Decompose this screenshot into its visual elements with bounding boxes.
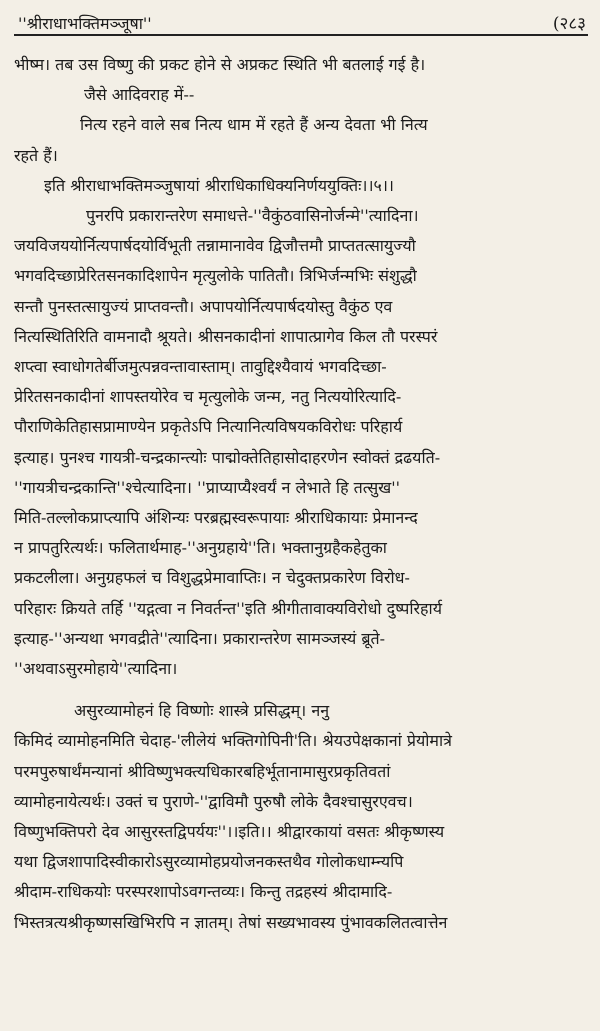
text-line: प्रेरितसनकादीनां शापस्तयोरेव च मृत्युलोके जन्म, नतु नित्ययोरित्यादि- (14, 387, 402, 407)
text-line: नित्यस्थितिरिति वामनादौ श्रूयते। श्रीसनकादीनां शापात्प्रागेव किल तौ परस्परं (14, 326, 438, 346)
page-number: (२८३ (552, 14, 586, 34)
text-line: ''गायत्रीचन्द्रकान्ति''श्चेत्यादिना। ''प्राप्याप्यैश्वर्यं न लेभाते हि तत्सुख'' (14, 477, 401, 497)
text-line: शप्त्वा स्वाधोगतेर्बीजमुत्पन्नवन्तावास्ताम्। तावुद्दिश्यैवायं भगवदिच्छा- (14, 357, 387, 377)
text-line: इत्याह। पुनश्च गायत्री-चन्द्रकान्त्योः पाद्मोक्तेतिहासोदाहरणेन स्वोक्तं द्रढयति- (14, 447, 441, 467)
text-line: सन्तौ पुनस्तत्सायुज्यं प्राप्तवन्तौ। अपापयोर्नित्यपार्षदयोस्तु वैकुंठ एव (14, 296, 393, 316)
page-body (14, 36, 588, 938)
text-line: मिति-तल्लोकप्राप्त्यापि अंशिन्यः परब्रह्मस्वरूपायाः श्रीराधिकायाः प्रेमानन्द (14, 508, 418, 528)
text-line: न प्रापतुरित्यर्थः। फलितार्थमाह-''अनुग्रहाये''ति। भक्तानुग्रहैकहेतुका (14, 538, 387, 558)
text-line: भीष्म। तब उस विष्णु की प्रकट होने से अप्रकट स्थिति भी बतलाई गई है। (14, 55, 426, 74)
text-line: पौराणिकेतिहासप्रामाण्येन प्रकृतेऽपि नित्यानित्यविषयकविरोधः परिहार्य (14, 417, 403, 437)
text-line: इत्याह-''अन्यथा भगवद्रीते''त्यादिना। प्रकारान्तरेण सामञ्जस्यं ब्रूते- (14, 628, 386, 648)
text-line: जैसे आदिवराह में-- (84, 85, 195, 105)
text-line: परिहारः क्रियते तर्हि ''यद्गत्वा न निवर्तन्त''इति श्रीगीतावाक्यविरोधो दुष्परिहार्य (14, 598, 442, 618)
text-line: इति श्रीराधाभक्तिमञ्जुषायां श्रीराधिकाधिक्यनिर्णययुक्तिः।।५।। (44, 175, 394, 195)
text-line: विष्णुभक्तिपरो देव आसुरस्तद्विपर्ययः''।।इति।। श्रीद्वारकायां वसतः श्रीकृष्णस्य (14, 822, 445, 842)
text-line: परमपुरुषार्थंमन्यानां श्रीविष्णुभक्त्यधिकारबहिर्भूतानामासुरप्रकृतिवतां (14, 761, 391, 781)
text-line: पुनरपि प्रकारान्तरेण समाधत्ते-''वैकुंठवासिनोर्जन्मे''त्यादिना। (86, 206, 419, 226)
running-header (14, 0, 588, 36)
text-line: यथा द्विजशापादिस्वीकारोऽसुरव्यामोहप्रयोजनकस्तथैव गोलोकधाम्न्यपि (14, 852, 404, 872)
text-line: श्रीदाम-राधिकयोः परस्परशापोऽवगन्तव्यः। किन्तु तद्रहस्यं श्रीदामादि- (14, 882, 393, 902)
text-line: असुरव्यामोहनं हि विष्णोः शास्त्रे प्रसिद्धम्। ननु (74, 701, 330, 721)
text-line: भिस्तत्रत्यश्रीकृष्णसखिभिरपि न ज्ञातम्। तेषां सख्यभावस्य पुंभावकलितत्वात्तेन (14, 912, 448, 932)
text-line: जयविजययोर्नित्यपार्षदयोर्विभूती तन्नामानावेव द्विजौत्तमौ प्राप्ततत्सायुज्यौ (14, 236, 416, 256)
paragraph-gap (14, 684, 588, 696)
text-line: ''अथवाऽसुरमोहाये''त्यादिना। (14, 659, 178, 679)
text-line: भगवदिच्छाप्रेरितसनकादिशापेन मृत्युलोके पातितौ। त्रिभिर्जन्मभिः संशुद्धौ (14, 266, 417, 286)
text-line: रहते हैं। (14, 145, 58, 165)
text-line: प्रकटलीला। अनुग्रहफलं च विशुद्धप्रेमावाप्तिः। न चेदुक्तप्रकारेण विरोध- (14, 568, 410, 588)
text-line: नित्य रहने वाले सब नित्य धाम में रहते हैं अन्य देवता भी नित्य (80, 115, 428, 135)
running-title: ''श्रीराधाभक्तिमञ्जूषा'' (18, 14, 152, 33)
text-line: व्यामोहनायेत्यर्थः। उक्तं च पुराणे-''द्वाविमौ पुरुषौ लोके दैवश्चासुरएवच। (14, 791, 413, 811)
text-line: किमिदं व्यामोहनमिति चेदाह-'लीलेयं भक्तिगोपिनी'ति। श्रेयउपेक्षकानां प्रेयोमात्रे (14, 731, 452, 751)
